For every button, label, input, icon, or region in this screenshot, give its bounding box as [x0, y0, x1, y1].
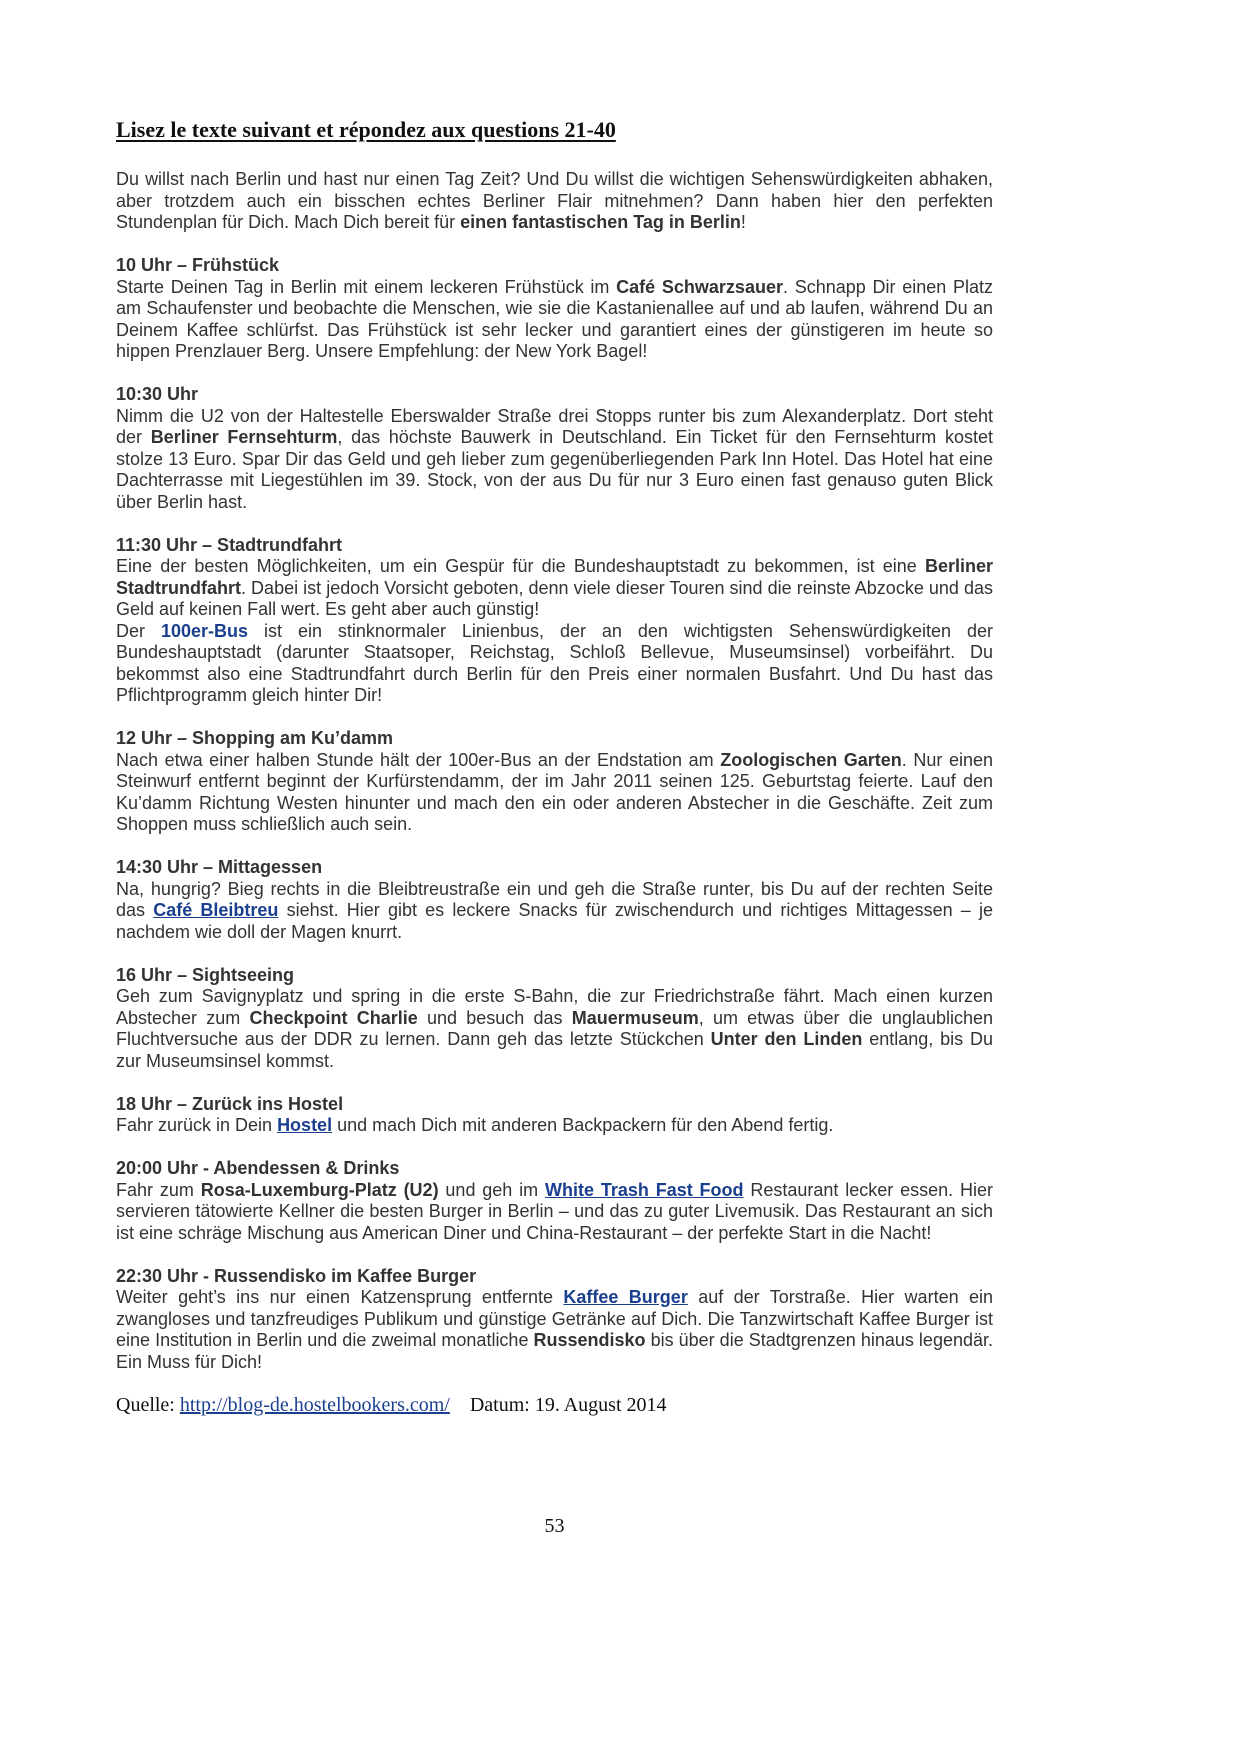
schedule-section — [116, 1158, 993, 1244]
section-heading: 11:30 Uhr – Stadtrundfahrt — [116, 534, 343, 555]
bold-text: Berliner Fernsehturm — [150, 427, 338, 447]
text-run: , das höchste Bauwerk in Deutschland. Ein Ticket für den Fernsehturm kostet stolze 13 Euro. Spar Dir das Geld und geh lieber zum gegenüberliegenden Park Inn Hotel. Das Hotel hat eine Dachterrasse mit Liegestühlen im 39. Stock, von der aus Du für nur 3 Euro einen fast genauso guten Blick über Berlin hast. — [116, 427, 993, 512]
text-run: Weiter geht’s ins nur einen Katzensprung entfernte — [116, 1287, 564, 1307]
bold-text: einen fantastischen Tag in Berlin — [460, 212, 741, 232]
text-run: ! — [740, 212, 746, 232]
section-heading: 22:30 Uhr - Russendisko im Kaffee Burger — [116, 1265, 477, 1286]
section-heading: 10:30 Uhr — [116, 384, 199, 404]
section-paragraph — [116, 750, 993, 836]
text-run: und geh im — [438, 1179, 545, 1200]
text-run: . Nur einen Steinwurf entfernt beginnt der Kurfürstendamm, der im Jahr 2011 seinen 125. Geburtstag feierte. Lauf den Ku’damm Richtung Westen hinunter und mach den ein oder anderen Abstecher in die Geschäfte. Zeit zum Shoppen muss schließlich auch sein. — [116, 749, 993, 834]
text-run: Starte Deinen Tag in Berlin mit einem leckeren Frühstück im — [116, 276, 617, 297]
bold-text: Berliner Stadtrundfahrt — [116, 556, 993, 598]
bold-text: Mauermuseum — [571, 1007, 699, 1028]
page-number: 53 — [544, 1515, 565, 1537]
date-label: Datum: 19. August 2014 — [469, 1393, 667, 1416]
section-heading: 10 Uhr – Frühstück — [116, 255, 280, 275]
text-run: siehst. Hier gibt es leckere Snacks für zwischendurch und richtiges Mittagessen – je nachdem wie doll der Magen knurrt. — [116, 900, 993, 942]
text-run: Nimm die U2 von der Haltestelle Eberswalder Straße drei Stopps runter bis zum Alexanderplatz. Dort steht der — [116, 405, 993, 447]
text-run: Nach etwa einer halben Stunde hält der 100er-Bus an der Endstation am — [116, 749, 721, 770]
text-run: Fahr zum — [116, 1179, 201, 1200]
section-paragraph — [116, 879, 993, 944]
text-run: Na, hungrig? Bieg rechts in die Bleibtreustraße ein und geh die Straße runter, bis Du auf der rechten Seite das — [116, 878, 993, 920]
bold-text: Café Schwarzsauer — [616, 276, 783, 297]
section-heading: 14:30 Uhr – Mittagessen — [116, 857, 323, 877]
section-heading: 12 Uhr – Shopping am Ku’damm — [116, 728, 394, 748]
text-run: , um etwas über die unglaublichen Fluchtversuche aus der DDR zu lernen. Dann geh das letzte Stückchen — [116, 1007, 993, 1049]
bold-text: Checkpoint Charlie — [249, 1007, 418, 1028]
section-paragraph — [116, 1115, 993, 1137]
text-run: Der — [116, 620, 161, 641]
schedule-sections — [116, 255, 993, 1373]
schedule-section — [116, 384, 993, 513]
section-heading: 20:00 Uhr - Abendessen & Drinks — [116, 1158, 400, 1178]
schedule-section — [116, 255, 993, 363]
bold-text: 100er-Bus — [160, 620, 249, 641]
section-paragraph — [116, 986, 993, 1072]
source-label: Quelle: — [116, 1393, 175, 1416]
section-paragraph — [116, 621, 993, 707]
schedule-section — [116, 1266, 993, 1374]
text-run: . Schnapp Dir einen Platz am Schaufenster und beobachte die Menschen, wie sie die Kastanienallee auf und ab laufen, während Du an Deinem Kaffee schlürfst. Das Frühstück ist sehr lecker und garantiert eines der günstigeren im heute so hippen Prenzlauer Berg. Unsere Empfehlung: der New York Bagel! — [116, 276, 993, 361]
document-page — [116, 116, 993, 1416]
page-title: Lisez le texte suivant et répondez aux questions 21-40 — [116, 117, 616, 142]
section-paragraph — [116, 1180, 993, 1245]
bold-text: Rosa-Luxemburg-Platz (U2) — [200, 1179, 439, 1200]
section-paragraph — [116, 277, 993, 363]
section-paragraph — [116, 1287, 993, 1373]
schedule-section — [116, 1094, 993, 1137]
section-paragraph — [116, 556, 993, 621]
section-paragraph — [116, 406, 993, 514]
text-run: . Dabei ist jedoch Vorsicht geboten, denn viele dieser Touren sind die reinste Abzocke und das Geld auf keinen Fall wert. Es geht aber auch günstig! — [116, 577, 993, 619]
source-link[interactable]: http://blog-de.hostelbookers.com/ — [179, 1393, 450, 1416]
source-footer — [116, 1395, 993, 1417]
text-run: und mach Dich mit anderen Backpackern für den Abend fertig. — [332, 1115, 834, 1135]
schedule-section — [116, 535, 993, 707]
inline-link[interactable]: White Trash Fast Food — [545, 1179, 744, 1200]
text-run: ist ein stinknormaler Linienbus, der an den wichtigsten Sehenswürdigkeiten der Bundeshauptstadt (darunter Staatsoper, Reichstag, Schloß Bellevue, Museumsinsel) vorbeifährt. Du bekommst also eine Stadtrundfahrt durch Berlin für den Preis einer normalen Busfahrt. Und Du hast das Pflichtprogramm gleich hinter Dir! — [116, 620, 993, 705]
inline-link[interactable]: Kaffee Burger — [563, 1287, 688, 1307]
schedule-section — [116, 728, 993, 836]
text-run: entlang, bis Du zur Museumsinsel kommst. — [116, 1029, 994, 1071]
text-run: Du willst nach Berlin und hast nur einen Tag Zeit? Und Du willst die wichtigen Sehenswürdigkeiten abhaken, aber trotzdem auch ein bisschen echtes Berliner Flair mitnehmen? Dann haben hier den perfekten Stundenplan für Dich. Mach Dich bereit für — [116, 169, 993, 232]
inline-link[interactable]: Café Bleibtreu — [153, 900, 279, 920]
bold-text: Russendisko — [533, 1330, 646, 1350]
text-run: Fahr zurück in Dein — [116, 1115, 278, 1135]
bold-text: Zoologischen Garten — [720, 749, 902, 770]
intro-paragraph — [116, 169, 993, 234]
text-run: und besuch das — [417, 1007, 572, 1028]
section-heading: 18 Uhr – Zurück ins Hostel — [116, 1093, 344, 1114]
section-heading: 16 Uhr – Sightseeing — [116, 964, 295, 985]
text-run: Restaurant lecker essen. Hier servieren tätowierte Kellner die besten Burger in Berlin – und das zu guter Livemusik. Das Restaurant an sich ist eine schräge Mischung aus American Diner und China-Restaurant – der perfekte Start in die Nacht! — [116, 1179, 993, 1243]
text-run: Eine der besten Möglichkeiten, um ein Gespür für die Bundeshauptstadt zu bekommen, ist eine — [116, 556, 925, 576]
text-run: bis über die Stadtgrenzen hinaus legendär. Ein Muss für Dich! — [116, 1330, 993, 1372]
text-run: Geh zum Savignyplatz und spring in die erste S-Bahn, die zur Friedrichstraße fährt. Mach einen kurzen Abstecher zum — [116, 986, 993, 1028]
bold-text: Unter den Linden — [710, 1029, 863, 1049]
schedule-section — [116, 857, 993, 943]
schedule-section — [116, 965, 993, 1073]
inline-link[interactable]: Hostel — [277, 1115, 333, 1135]
text-run: auf der Torstraße. Hier warten ein zwangloses und tanzfreudiges Publikum und günstige Getränke auf Dich. Die Tanzwirtschaft Kaffee Burger ist eine Institution in Berlin und die zweimal monatliche — [116, 1287, 994, 1350]
